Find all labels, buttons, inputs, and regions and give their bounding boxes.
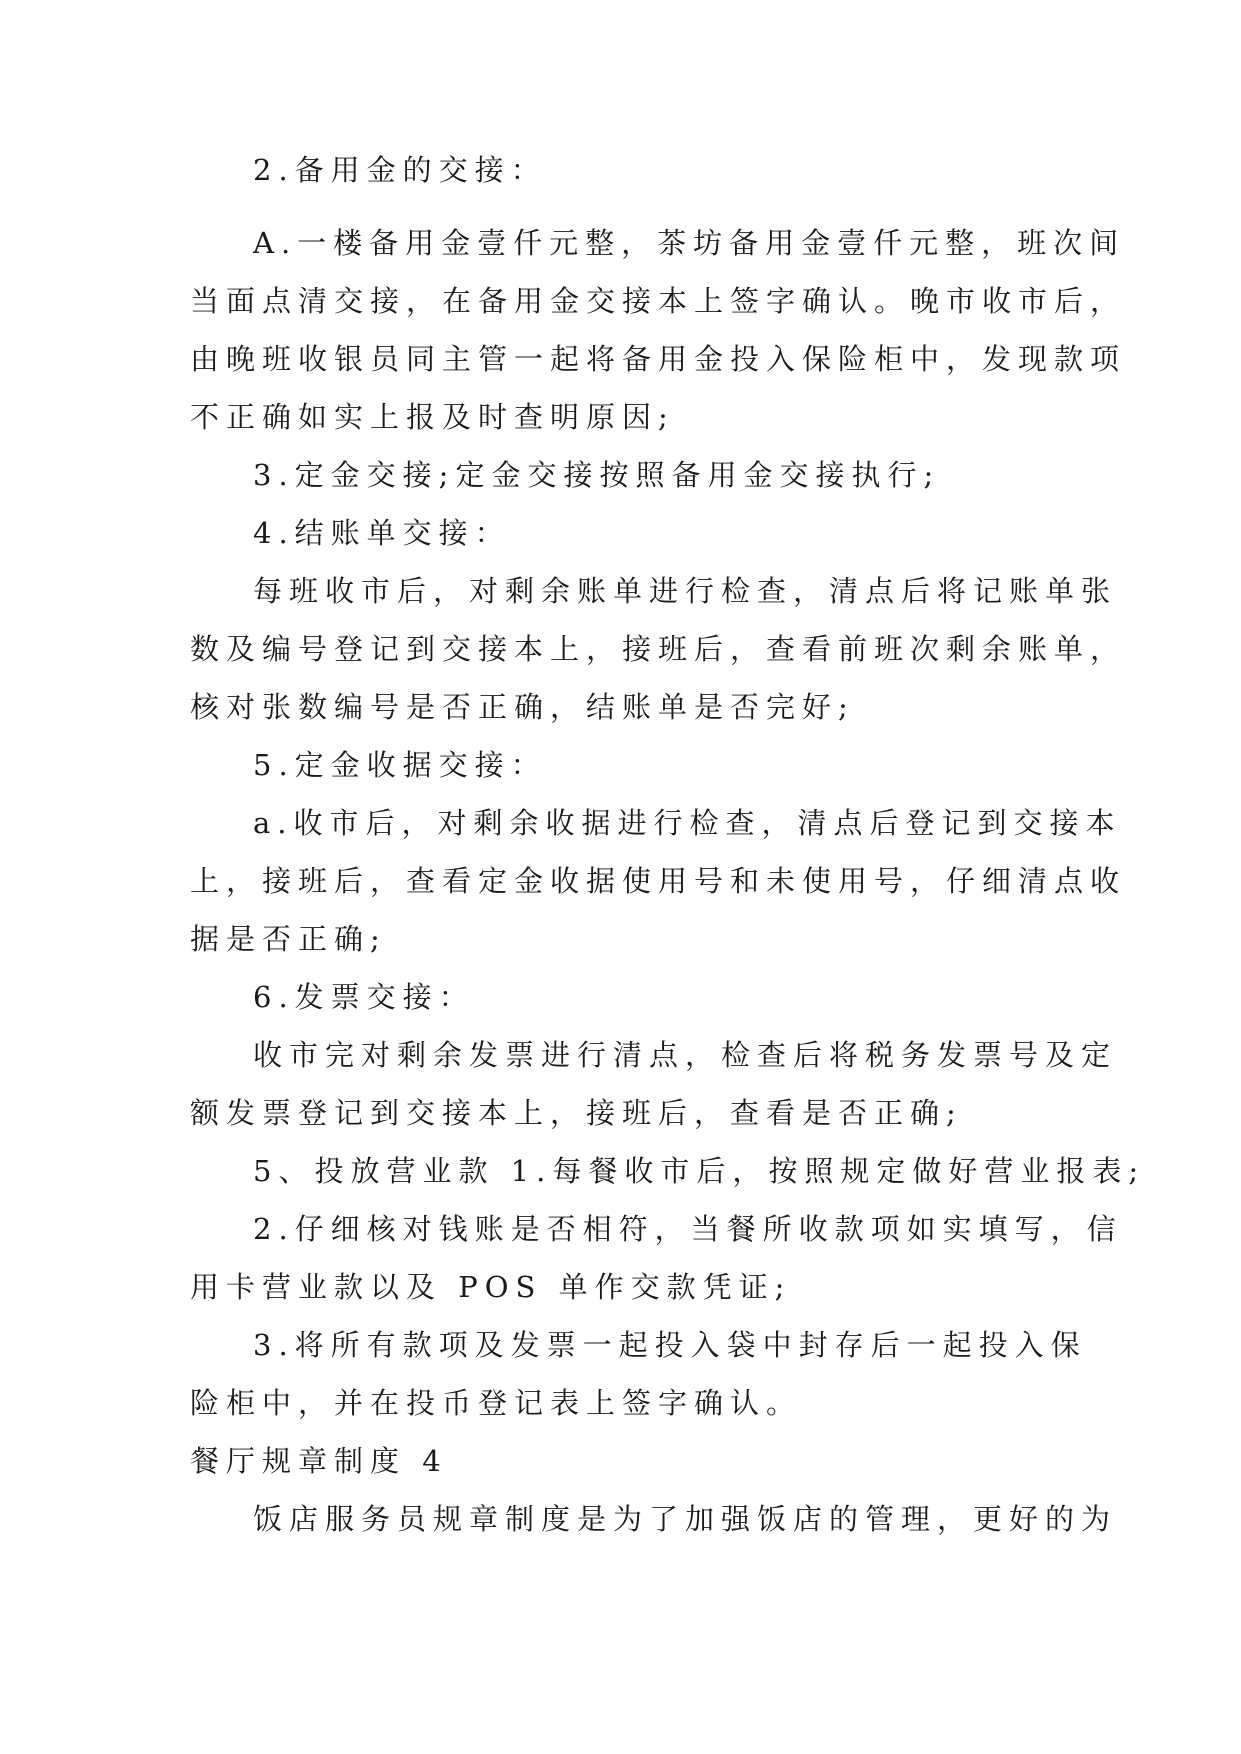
paragraph-line: 据是否正确; (190, 922, 387, 956)
paragraph-line: 6.发票交接： (253, 980, 475, 1014)
paragraph-line: 3.将所有款项及发票一起投入袋中封存后一起投入保 (253, 1328, 1087, 1362)
paragraph-line: 额发票登记到交接本上，接班后，查看是否正确; (190, 1096, 963, 1130)
paragraph-line: 2.仔细核对钱账是否相符，当餐所收款项如实填写，信 (253, 1212, 1123, 1246)
paragraph-line: 当面点清交接，在备用金交接本上签字确认。晚市收市后， (190, 284, 1127, 318)
paragraph-line: 数及编号登记到交接本上，接班后，查看前班次剩余账单， (190, 632, 1127, 666)
paragraph-line: a.收市后，对剩余收据进行检查，清点后登记到交接本 (253, 806, 1122, 840)
paragraph-line: 上，接班后，查看定金收据使用号和未使用号，仔细清点收 (190, 864, 1127, 898)
paragraph-line: 不正确如实上报及时查明原因; (190, 400, 675, 434)
paragraph-line: 用卡营业款以及 POS 单作交款凭证; (190, 1270, 792, 1304)
paragraph-line: 核对张数编号是否正确，结账单是否完好; (190, 690, 855, 724)
paragraph-line: 险柜中，并在投币登记表上签字确认。 (190, 1386, 803, 1420)
section-heading: 餐厅规章制度 4 (190, 1444, 448, 1478)
paragraph-line: 5、投放营业款 1.每餐收市后，按照规定做好营业报表; (253, 1154, 1146, 1188)
paragraph-line: A.一楼备用金壹仟元整，茶坊备用金壹仟元整，班次间 (253, 226, 1126, 260)
paragraph-line: 5.定金收据交接： (253, 748, 547, 782)
paragraph-line: 由晚班收银员同主管一起将备用金投入保险柜中，发现款项 (190, 342, 1127, 376)
paragraph-line: 3.定金交接;定金交接按照备用金交接执行; (253, 458, 941, 492)
paragraph-line: 2.备用金的交接： (253, 153, 547, 187)
paragraph-line: 收市完对剩余发票进行清点，检查后将税务发票号及定 (253, 1038, 1118, 1072)
paragraph-line: 每班收市后，对剩余账单进行检查，清点后将记账单张 (253, 574, 1118, 608)
paragraph-line: 饭店服务员规章制度是为了加强饭店的管理，更好的为 (253, 1502, 1118, 1536)
paragraph-line: 4.结账单交接： (253, 516, 511, 550)
